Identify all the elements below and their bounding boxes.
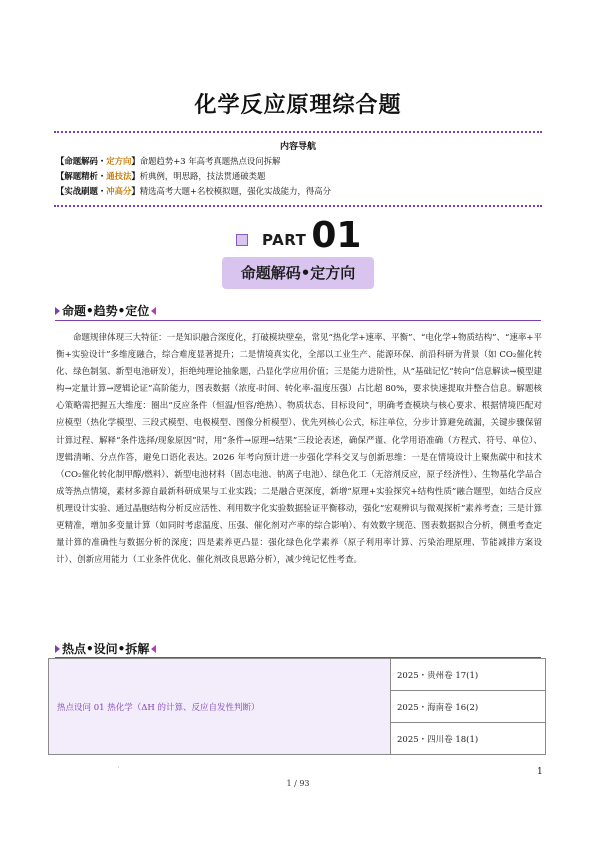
nav-desc: 精选高考大题+名校模拟题，强化实战能力，得高分 [139,186,332,196]
section-heading-hotspot [55,640,156,657]
triangle-left-icon [151,307,156,315]
source-cell: 2025・海南卷 16(2) [391,691,546,723]
nav-highlight: 定方向 [106,156,132,166]
body-paragraph: 命题规律体现三大特征：一是知识融合深度化，打破模块壁垒，常见“热化学+速率、平衡”、“电化学+物质结构”、“速率+平衡+实验设计”多维度融合，综合难度显著提升；二是情境真实化，全部以工业生产、能源环保、前沿科研为背景（如 CO₂催化转化、绿色制氢、新型电池研发），拒绝纯理论抽象题，凸显化学应用价值；三是能力进阶性，从“基础记忆”转向“信息解读→模型建构→定量计算→逻辑论证”高阶能力，图表数据（浓度-时间、转化率-温度压强）占比超 80%，要求快速提取并整合信息。解题核心策略需把握五大维度：圈出“反应条件（恒温/恒容/绝热）、物质状态、目标设问”，明确考查模块与核心要求、根据情境匹配对应模型（热化学模型、三段式模型、电极模型、图像分析模型）、优先列核心公式，标注单位，分步计算避免疏漏，关键步骤保留计算过程、解释“条件选择/现象原因”时，用“条件→原理→结果”三段论表述，确保严谨、化学用语准确（方程式、符号、单位）、逻辑清晰、分点作答，避免口语化表达。2026 年考向预计进一步强化学科交叉与创新思维：一是在情境设计上聚焦碳中和技术（CO₂催化转化制甲醇/燃料）、新型电池材料（固态电池、钠离子电池）、绿色化工（无溶剂反应，原子经济性）、生物基化学品合成等热点情境，素材多源自最新科研成果与工业实践；二是融合更深度，新增“原理+实验探究+结构性质”融合题型，如结合反应机理设计实验、通过晶胞结构分析反应活性、利用数字化实验数据验证平衡移动，强化“宏观辨识与微观探析”素养考查；三是计算更精准，增加多变量计算（如同时考虑温度、压强、催化剂对产率的综合影响）、有效数字规范、图表数据拟合分析，侧重考查定量计算的准确性与数据分析的深度；四是素养更凸显：强化绿色化学素养（原子利用率计算、污染治理原理、节能减排方案设计）、创新应用能力（工业条件优化、催化剂改良思路分析），减少纯记忆性考查。 [56,333,542,566]
nav-row-1 [56,156,280,167]
nav-key: 解题精析・ [64,171,107,181]
source-cell: 2025・贵州卷 17(1) [391,659,546,691]
page-number-right: 1 [537,767,543,777]
divider-bottom [54,205,542,207]
section-rule [55,320,541,321]
triangle-right-icon [55,307,60,315]
nav-key: 命题解码・ [64,156,107,166]
part-word: PART [262,231,307,249]
nav-highlight: 冲高分 [106,186,132,196]
nav-row-2 [56,171,265,182]
divider-top [54,131,542,133]
nav-row-3 [56,186,331,197]
footer-tick: ' [118,766,120,772]
section-title: 命题•趋势•定位 [62,304,150,318]
triangle-right-icon [55,645,60,653]
bracket: 】 [131,171,140,181]
bracket: 】 [131,186,140,196]
hotspot-table [48,658,546,755]
nav-heading: 内容导航 [279,142,316,152]
section-title: 热点•设问•拆解 [62,642,150,656]
hotspot-topic: 热点设问 01 热化学（ΔH 的计算、反应自发性判断） [49,659,391,755]
page-title: 化学反应原理综合题 [194,93,402,118]
nav-desc: 命题趋势+3 年高考真题热点设问拆解 [139,156,281,166]
part-square-icon [236,234,248,246]
bracket: 【 [56,186,65,196]
bracket: 】 [131,156,140,166]
table-row [49,659,546,691]
nav-key: 实战刷题・ [64,186,107,196]
page-indicator: 1 / 93 [286,779,310,788]
bracket: 【 [56,171,65,181]
nav-highlight: 通技法 [106,171,132,181]
section-banner: 命题解码•定方向 [222,257,374,289]
nav-desc: 析典例，明思路，技法贯通破类题 [139,171,266,181]
part-label [236,214,361,254]
bracket: 【 [56,156,65,166]
section-heading-trend [55,302,156,319]
triangle-left-icon [151,645,156,653]
part-number: 01 [311,215,362,256]
source-cell: 2025・四川卷 18(1) [391,723,546,755]
